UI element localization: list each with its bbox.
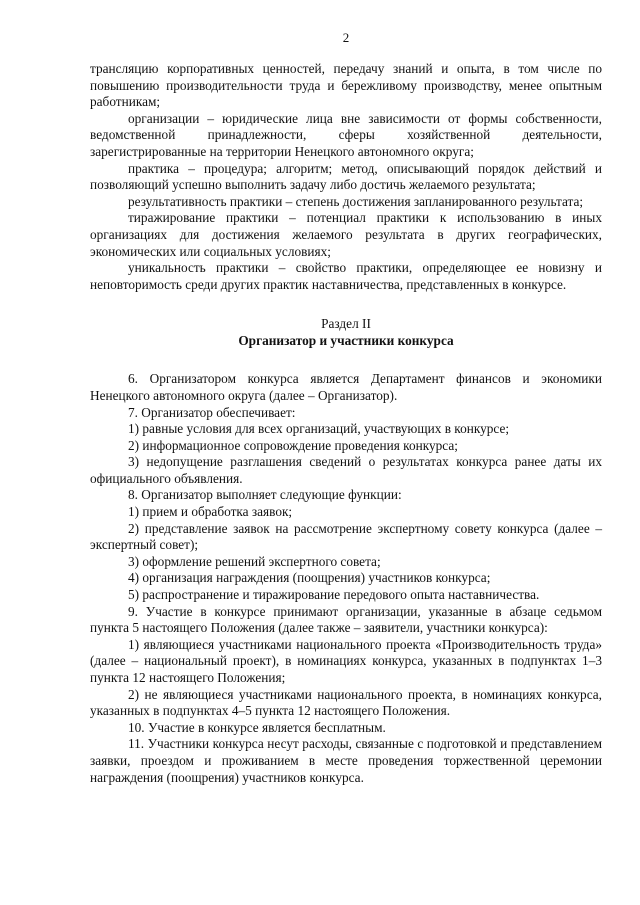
paragraph: трансляцию корпоративных ценностей, передачу знаний и опыта, в том числе по повышению производительности труда и бережливому производству, менее опытным работникам;: [90, 61, 602, 110]
paragraph: 6. Организатором конкурса является Департамент финансов и экономики Ненецкого автономного округа (далее – Организатор).: [90, 371, 602, 403]
list-item: 2) не являющиеся участниками национального проекта, в номинациях конкурса, указанных в подпунктах 4–5 пункта 12 настоящего Положения.: [90, 686, 602, 719]
paragraph: уникальность практики – свойство практики, определяющее ее новизну и неповторимость среди других практик наставничества, представленных в конкурсе.: [90, 260, 602, 292]
section-heading: [90, 315, 602, 349]
list-item: 5) распространение и тиражирование передового опыта наставничества.: [128, 587, 540, 603]
paragraph: 11. Участники конкурса несут расходы, связанные с подготовкой и представлением заявки, проездом и проживанием в месте проведения торжественной церемонии награждения (поощрения) участников конкурса.: [90, 736, 602, 785]
page-number: 2: [342, 30, 350, 45]
section-body: [90, 371, 602, 786]
list-item: 4) организация награждения (поощрения) участников конкурса;: [128, 570, 491, 586]
list-item: 2) представление заявок на рассмотрение экспертному совету конкурса (далее – экспертный совет);: [90, 520, 602, 553]
paragraph: 9. Участие в конкурсе принимают организации, указанные в абзаце седьмом пункта 5 настоящего Положения (далее также – заявители, участники конкурса):: [90, 603, 602, 636]
paragraph: результативность практики – степень достижения запланированного результата;: [128, 193, 584, 209]
list-item: 2) информационное сопровождение проведения конкурса;: [128, 437, 458, 453]
paragraph: 10. Участие в конкурсе является бесплатным.: [128, 719, 386, 735]
paragraph: организации – юридические лица вне зависимости от формы собственности, ведомственной принадлежности, сферы хозяйственной деятельности, зарегистрированные на территории Ненецкого автономного округа;: [90, 110, 602, 159]
list-item: 3) недопущение разглашения сведений о результатах конкурса ранее даты их официального объявления.: [90, 454, 602, 486]
definitions-block: [90, 61, 602, 293]
list-item: 3) оформление решений экспертного совета;: [128, 553, 381, 569]
section-title: Организатор и участники конкурса: [238, 333, 454, 349]
paragraph: 7. Организатор обеспечивает:: [128, 404, 296, 420]
paragraph: практика – процедура; алгоритм; метод, описывающий порядок действий и позволяющий успешно выполнить задачу либо достичь желаемого результата;: [90, 160, 602, 193]
section-number: Раздел II: [321, 316, 371, 332]
list-item: 1) являющиеся участниками национального проекта «Производительность труда» (далее – национальный проект), в номинациях конкурса, указанных в подпунктах 1–3 пункта 12 настоящего Положения;: [90, 636, 602, 685]
list-item: 1) прием и обработка заявок;: [128, 504, 293, 520]
paragraph: 8. Организатор выполняет следующие функции:: [128, 487, 402, 503]
paragraph: тиражирование практики – потенциал практики к использованию в иных организациях для достижения желаемого результата в других географических, экономических или социальных условиях;: [90, 210, 602, 259]
list-item: 1) равные условия для всех организаций, участвующих в конкурсе;: [128, 421, 510, 437]
